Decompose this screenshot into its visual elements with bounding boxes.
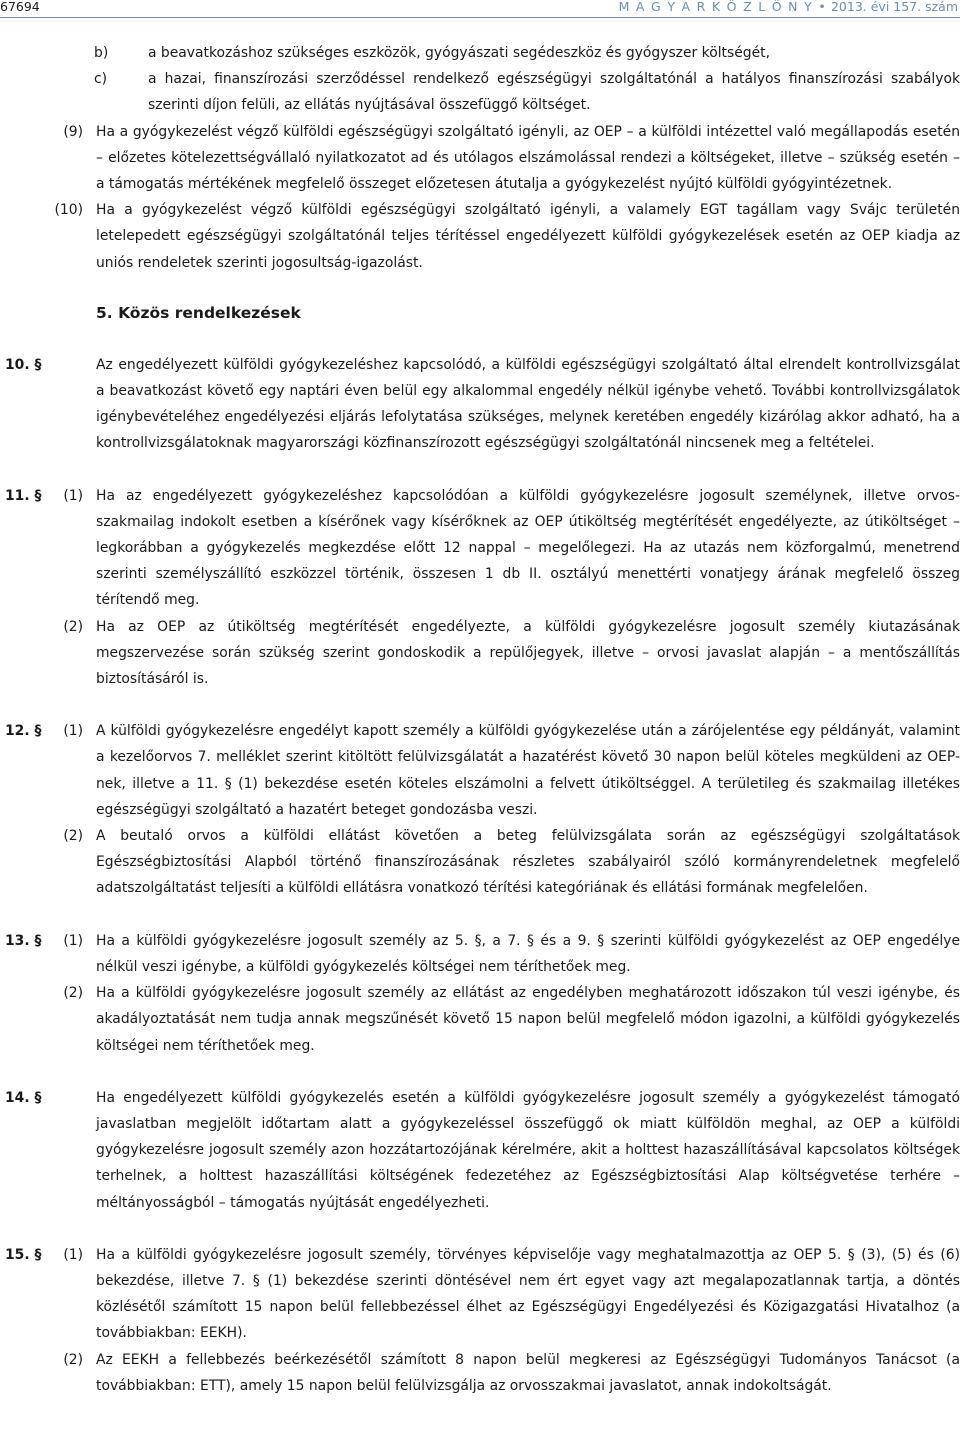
page-header bbox=[0, 0, 960, 19]
paragraph bbox=[0, 823, 960, 902]
header-rule bbox=[0, 17, 960, 18]
header-bullet: • bbox=[818, 0, 826, 14]
paragraph-text: Ha az engedélyezett gyógykezeléshez kapcsolódóan a külföldi gyógykezelésre jogosult személynek, illetve orvos-szakmailag indokolt esetben a kísérőnek vagy kísérőknek az OEP útiköltség megtérítését engedélyezte, az útiköltséget – legkorábban a gyógykezelés megkezdése előtt 12 nappal – megelőlegezi. Ha az utazás nem közforgalmú, menetrend szerinti személyszállító eszközzel történik, összesen 1 db II. osztályú menettérti vonatjegy árának megfelelő összeg térítendő meg. bbox=[96, 487, 960, 609]
section-13 bbox=[0, 928, 960, 1059]
paragraph-number: (2) bbox=[63, 985, 83, 1002]
list-item bbox=[0, 66, 960, 118]
item-text: a beavatkozáshoz szükséges eszközök, gyógyászati segédeszköz és gyógyszer költségét, bbox=[148, 45, 771, 61]
list-item bbox=[0, 40, 960, 66]
document-body bbox=[0, 40, 960, 1399]
paragraph bbox=[0, 614, 960, 693]
section-11 bbox=[0, 483, 960, 693]
paragraph bbox=[0, 928, 960, 980]
paragraph-text: A külföldi gyógykezelésre engedélyt kapott személy a külföldi gyógykezelése után a zárójelentése egy példányát, valamint a kezelőorvos 7. melléklet szerint kitöltött felülvizsgálatát a hazatérést követő 30 napon belül köteles megküldeni az OEP-nek, illetve a 11. § (1) bekezdése esetén köteles elszámolni a felvett útiköltséggel. A területileg és szakmailag illetékes egészségügyi szolgáltató a hazatért beteget gondozásba veszi. bbox=[96, 723, 960, 818]
paragraph bbox=[0, 1085, 960, 1216]
paragraph-text: Ha a gyógykezelést végző külföldi egészségügyi szolgáltató igényli, az OEP – a külföldi intézettel való megállapodás esetén – előzetes kötelezettségvállaló nyilatkozatot ad és utólagos elszámolással rendezi a költségeket, illetve – szükség esetén – a támogatás mértékének megfelelő összeget előzetesen átutalja a gyógykezelést nyújtó külföldi gyógyintézetnek. bbox=[96, 123, 960, 193]
paragraph-text: Az EEKH a fellebbezés beérkezésétől számított 8 napon belül megkeresi az Egészségügyi Tudományos Tanácsot (a továbbiakban: ETT), amely 15 napon belül felülvizsgálja az orvosszakmai javaslatot, annak indokoltságát. bbox=[96, 1351, 960, 1394]
paragraph bbox=[0, 119, 960, 198]
paragraph-number: (2) bbox=[63, 828, 83, 845]
section-mark: 12. § bbox=[5, 723, 42, 740]
section-mark: 10. § bbox=[5, 356, 42, 373]
paragraph-number: (1) bbox=[63, 1246, 83, 1263]
journal-name: M A G Y A R K Ö Z L Ö N Y bbox=[618, 0, 814, 14]
paragraph-text: Ha a külföldi gyógykezelésre jogosult személy az 5. §, a 7. § és a 9. § szerinti külföldi gyógykezelést az OEP engedélye nélkül veszi igénybe, a külföldi gyógykezelés költségei nem téríthetőek meg. bbox=[96, 932, 960, 975]
page-number: 67694 bbox=[0, 0, 40, 14]
section-mark: 13. § bbox=[5, 932, 42, 949]
issue-label: 2013. évi 157. szám bbox=[830, 0, 958, 14]
paragraph bbox=[0, 197, 960, 276]
paragraph bbox=[0, 352, 960, 457]
paragraph-text: Ha a külföldi gyógykezelésre jogosult személy az ellátást az engedélyben meghatározott időszakon túl veszi igénybe, és akadályoztatását nem tudja annak megszűnését követő 15 napon belül megfelelő módon igazolni, a külföldi gyógykezelés költségei nem téríthetőek meg. bbox=[96, 985, 960, 1054]
chapter-heading bbox=[0, 300, 960, 326]
section-15 bbox=[0, 1242, 960, 1399]
section-mark: 15. § bbox=[5, 1246, 42, 1263]
paragraph-text: Ha az OEP az útiköltség megtérítését engedélyezte, a külföldi gyógykezelésre jogosult személy kiutazásának megszervezése során szükség szerint gondoskodik a repülőjegyek, illetve – orvosi javaslat alapján – a mentőszállítás biztosításáról is. bbox=[96, 618, 960, 688]
paragraph-text: Ha a külföldi gyógykezelésre jogosult személy, törvényes képviselője vagy meghatalmazottja az OEP 5. § (3), (5) és (6) bekezdése, illetve 7. § (1) bekezdése szerinti döntésével nem ért egyet vagy azt megalapozatlannak tartja, a döntés közlésétől számított 15 napon belül fellebbezéssel élhet az Egészségügyi Engedélyezési és Közigazgatási Hivatalhoz (a továbbiakban: EEKH). bbox=[96, 1246, 960, 1342]
paragraph-number: (10) bbox=[54, 202, 83, 219]
paragraph-text: Ha a gyógykezelést végző külföldi egészségügyi szolgáltató igényli, a valamely EGT tagállam vagy Svájc területén letelepedett egészségügyi szolgáltatónál teljes térítéssel engedélyezett külföldi gyógykezelések esetén az OEP kiadja az uniós rendeletek szerinti jogosultság-igazolást. bbox=[96, 202, 960, 271]
paragraph bbox=[0, 1347, 960, 1399]
paragraph bbox=[0, 980, 960, 1059]
chapter-title: 5. Közös rendelkezések bbox=[96, 303, 301, 322]
section-mark: 14. § bbox=[5, 1089, 42, 1106]
paragraph-number: (2) bbox=[63, 1351, 83, 1368]
paragraph bbox=[0, 483, 960, 614]
item-text: a hazai, finanszírozási szerződéssel rendelkező egészségügyi szolgáltatónál a hatályos finanszírozási szabályok szerinti díjon felüli, az ellátás nyújtásával összefüggő költséget. bbox=[148, 71, 960, 114]
item-label: b) bbox=[94, 45, 109, 61]
section-12 bbox=[0, 718, 960, 901]
paragraph-number: (2) bbox=[63, 618, 83, 635]
running-title bbox=[619, 0, 958, 14]
section-mark: 11. § bbox=[5, 487, 42, 504]
paragraph-text: Ha engedélyezett külföldi gyógykezelés esetén a külföldi gyógykezelésre jogosult személy a gyógykezelést támogató javaslatban megjelölt időtartam alatt a gyógykezeléssel összefüggő ok miatt külföldön meghal, az OEP a külföldi gyógykezelésre jogosult személy azon hozzátartozójának kérelmére, akit a holttest hazaszállításával kapcsolatos költségek terhelnek, a holttest hazaszállítási költségének fedezetéhez az Egészségbiztosítási Alap költségvetése terhére – méltányosságból – támogatás nyújtását engedélyezheti. bbox=[96, 1089, 960, 1211]
paragraph bbox=[0, 718, 960, 823]
paragraph-number: (1) bbox=[63, 487, 83, 504]
paragraph-text: Az engedélyezett külföldi gyógykezeléshez kapcsolódó, a külföldi egészségügyi szolgáltató által elrendelt kontrollvizsgálat a beavatkozást követő egy naptári éven belül egy alkalommal engedély nélkül igénybe vehető. További kontrollvizsgálatok igénybevételéhez engedélyezési eljárás lefolytatása szükséges, melynek keretében engedély kizárólag akkor adható, ha a kontrollvizsgálatoknak magyarországi közfinanszírozott egészségügyi szolgáltatónál nincsenek meg a feltételei. bbox=[96, 356, 960, 452]
section-14 bbox=[0, 1085, 960, 1216]
paragraph bbox=[0, 1242, 960, 1347]
section-10 bbox=[0, 352, 960, 457]
item-label: c) bbox=[94, 71, 108, 88]
paragraph-number: (1) bbox=[63, 723, 83, 740]
paragraph-number: (9) bbox=[63, 123, 83, 140]
paragraph-number: (1) bbox=[63, 932, 83, 949]
paragraph-text: A beutaló orvos a külföldi ellátást követően a beteg felülvizsgálata során az egészségügyi szolgáltatások Egészségbiztosítási Alapból történő finanszírozásának részletes szabályairól szóló kormányrendeletnek megfelelő adatszolgáltatást teljesíti a külföldi ellátásra vonatkozó térítési kategóriának és ellátási formának megfelelően. bbox=[96, 828, 960, 897]
